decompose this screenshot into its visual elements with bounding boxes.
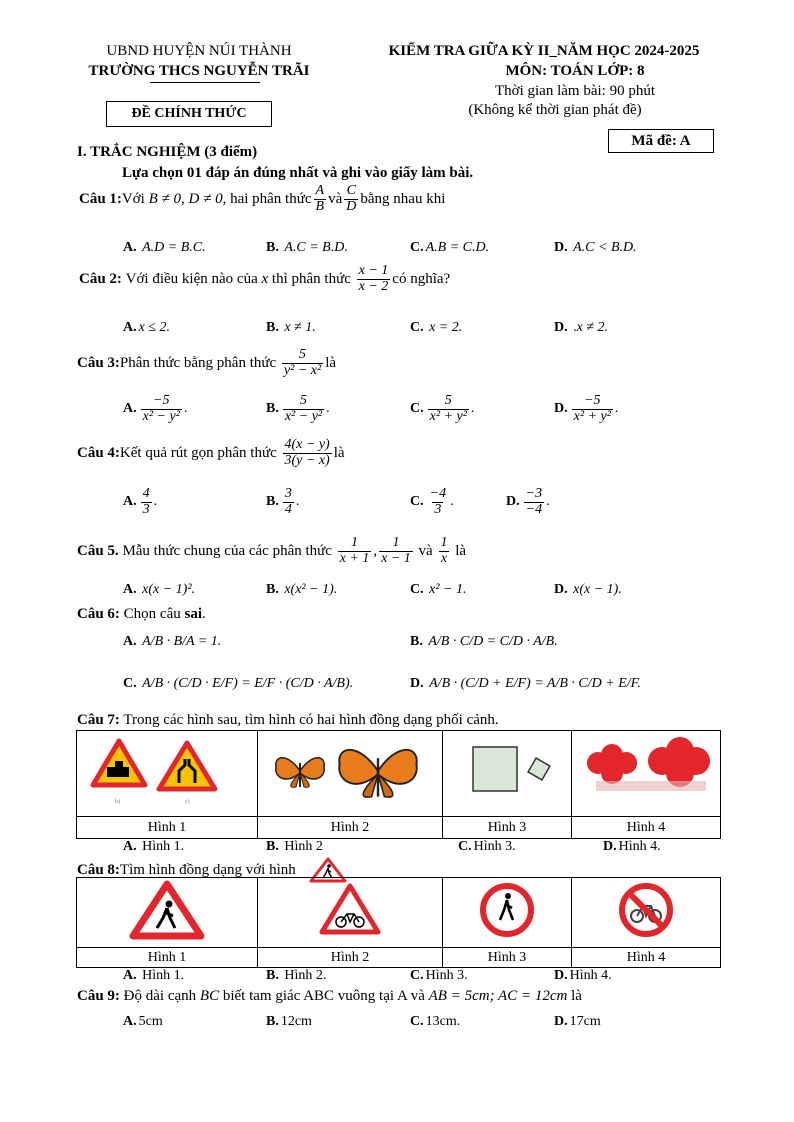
q7-caption-3: Hình 3 bbox=[443, 817, 572, 839]
pedestrian-circle-icon bbox=[475, 878, 539, 942]
q6-option-d: D. A/B · (C/D + E/F) = A/B · C/D + E/F. bbox=[410, 676, 641, 691]
q2-text-b: thì phân thức bbox=[271, 270, 351, 287]
subject-line: MÔN: TOÁN LỚP: 8 bbox=[505, 63, 645, 79]
q6-text-b: . bbox=[202, 606, 206, 622]
q3-option-c: C. $\frac{5}{\text{x² + y²}}$ . bbox=[410, 393, 475, 424]
question-4 bbox=[77, 438, 345, 468]
q4-option-b: B. $\frac{3}{4}$ . bbox=[266, 486, 300, 517]
q7-text: Trong các hình sau, tìm hình có hai hình đồng dạng phối cảnh. bbox=[123, 712, 499, 728]
q7-figure-table bbox=[76, 730, 721, 839]
q1-fraction-2: $\frac{C}{D}$ bbox=[346, 183, 357, 214]
section-title: I. TRẮC NGHIỆM (3 điểm) bbox=[77, 144, 258, 160]
q8-label: Câu 8: bbox=[77, 861, 120, 878]
q1-option-b: B. A.C = B.D. bbox=[266, 240, 348, 255]
exam-code: Mã đề: A bbox=[608, 129, 714, 153]
q5-text-b: là bbox=[455, 542, 467, 559]
q8-option-b: B. Hình 2. bbox=[266, 968, 327, 983]
q7-option-d: D. Hình 4. bbox=[603, 839, 661, 854]
q1-option-d: D. A.C < B.D. bbox=[554, 240, 637, 255]
q2-text-c: có nghĩa? bbox=[392, 270, 451, 287]
q8-caption-1: Hình 1 bbox=[77, 948, 258, 968]
q5-and: và bbox=[418, 542, 433, 559]
pedestrian-triangle-icon bbox=[117, 878, 217, 942]
q7-caption-4: Hình 4 bbox=[572, 817, 721, 839]
q9-text-b: biết tam giác ABC vuông tại A và bbox=[222, 988, 425, 1004]
q8-caption-3: Hình 3 bbox=[443, 948, 572, 968]
q4-fraction: $\frac{4(x - y)}{3(y - x)}$ bbox=[284, 437, 330, 468]
q3-text-b: là bbox=[325, 354, 337, 371]
q7-figure-1 bbox=[77, 731, 258, 817]
q8-option-d: D. Hình 4. bbox=[554, 968, 612, 983]
q2-variable: x bbox=[261, 270, 269, 287]
squares-icon bbox=[447, 731, 567, 811]
q8-figure-2 bbox=[258, 878, 443, 948]
red-flowers-icon bbox=[576, 731, 716, 811]
q1-label: Câu 1: bbox=[79, 190, 122, 207]
section-instruction: Lựa chọn 01 đáp án đúng nhất và ghi vào giấy làm bài. bbox=[122, 165, 474, 181]
q8-figure-1 bbox=[77, 878, 258, 948]
q6-label: Câu 6: bbox=[77, 606, 120, 622]
q1-condition: B ≠ 0, D ≠ 0 bbox=[148, 190, 223, 207]
q7-caption-2: Hình 2 bbox=[258, 817, 443, 839]
q7-caption-1: Hình 1 bbox=[77, 817, 258, 839]
q9-option-a: A. 5cm bbox=[123, 1014, 163, 1029]
q3-label: Câu 3: bbox=[77, 354, 120, 371]
q8-caption-4: Hình 4 bbox=[572, 948, 721, 968]
q4-option-a: A. $\frac{4}{3}$ . bbox=[123, 486, 158, 517]
q6-option-a: A. A/B · B/A = 1. bbox=[123, 634, 222, 649]
q5-text-a: Mẫu thức chung của các phân thức bbox=[122, 542, 332, 559]
question-6 bbox=[77, 606, 206, 623]
q6-text-a: Chọn câu bbox=[123, 606, 181, 622]
svg-text:b): b) bbox=[115, 799, 120, 805]
q5-label: Câu 5. bbox=[77, 542, 119, 559]
q7-option-c: C. Hình 3. bbox=[458, 839, 516, 854]
q3-option-b: B. $\frac{5}{\text{x² − y²}}$ . bbox=[266, 393, 330, 424]
exam-time: Thời gian làm bài: 90 phút bbox=[495, 83, 655, 99]
q7-figure-4 bbox=[572, 731, 721, 817]
q3-fraction: $\frac{5}{\text{y² − x²}}$ bbox=[283, 347, 322, 378]
q9-option-b: B. 12cm bbox=[266, 1014, 312, 1029]
q7-option-b: B. Hình 2 bbox=[266, 839, 323, 854]
question-3 bbox=[77, 348, 336, 378]
q5-option-d: D. x(x − 1). bbox=[554, 582, 622, 597]
q8-caption-2: Hình 2 bbox=[258, 948, 443, 968]
q9-given: AB = 5cm; AC = 12cm bbox=[428, 988, 568, 1004]
q8-option-c: C. Hình 3. bbox=[410, 968, 468, 983]
svg-text:c): c) bbox=[185, 799, 190, 805]
q5-option-c: C. x² − 1. bbox=[410, 582, 467, 597]
q5-fraction-3: $\frac{1}{x}$ bbox=[440, 535, 448, 566]
q1-text-a: Với bbox=[121, 190, 145, 207]
question-1 bbox=[79, 184, 445, 214]
q5-option-b: B. x(x² − 1). bbox=[266, 582, 338, 597]
q5-fraction-1: $\frac{1}{x + 1}$ bbox=[339, 535, 370, 566]
q9-option-c: C. 13cm. bbox=[410, 1014, 461, 1029]
q8-figure-3 bbox=[443, 878, 572, 948]
q4-label: Câu 4: bbox=[77, 444, 120, 461]
q9-text-c: là bbox=[571, 988, 582, 1004]
q7-figure-3 bbox=[443, 731, 572, 817]
q8-figure-table bbox=[76, 877, 721, 968]
q7-figure-2 bbox=[258, 731, 443, 817]
q3-text-a: Phân thức bằng phân thức bbox=[119, 354, 277, 371]
q8-option-a: A. Hình 1. bbox=[123, 968, 185, 983]
q4-option-d: D. $\frac{-3}{-4}$ . bbox=[506, 486, 550, 517]
q1-text-b: , hai phân thức bbox=[222, 190, 312, 207]
school-district: UBND HUYỆN NÚI THÀNH bbox=[106, 43, 292, 59]
q7-option-a: A. Hình 1. bbox=[123, 839, 185, 854]
header-underline bbox=[150, 82, 260, 83]
q4-text-b: là bbox=[333, 444, 345, 461]
q1-fraction-1: $\frac{A}{B}$ bbox=[315, 183, 325, 214]
q5-fraction-2: $\frac{1}{x - 1}$ bbox=[381, 535, 411, 566]
question-5: Câu 5. Mẫu thức chung của các phân thức $\frac{1}{x + 1}$ , $\frac{1}{x - 1}$ và $\frac{1}{x}$ là bbox=[77, 535, 467, 566]
question-2 bbox=[79, 264, 450, 294]
q2-text-a: Với điều kiện nào của bbox=[125, 270, 258, 287]
q1-option-c: C. A.B = C.D. bbox=[410, 240, 490, 255]
q3-option-d: D. $\frac{-5}{\text{x² + y²}}$ . bbox=[554, 393, 619, 424]
q1-option-a: A. A.D = B.C. bbox=[123, 240, 206, 255]
q2-fraction: $\frac{x - 1}{x - 2}$ bbox=[358, 263, 389, 294]
exam-title: KIỂM TRA GIỮA KỲ II_NĂM HỌC 2024-2025 bbox=[388, 43, 700, 59]
q2-option-b: B. x ≠ 1. bbox=[266, 320, 316, 335]
school-name: TRƯỜNG THCS NGUYỄN TRÃI bbox=[88, 63, 310, 79]
q1-text-c: bằng nhau khi bbox=[360, 190, 446, 207]
official-badge: ĐỀ CHÍNH THỨC bbox=[106, 101, 272, 127]
question-7 bbox=[77, 712, 499, 729]
q5-option-a: A. x(x − 1)². bbox=[123, 582, 196, 597]
butterflies-icon bbox=[260, 731, 440, 811]
q1-and: và bbox=[328, 190, 343, 207]
bicycle-triangle-icon bbox=[310, 878, 390, 942]
q2-option-a: A. x ≤ 2. bbox=[123, 320, 171, 335]
warning-signs-icon bbox=[79, 731, 255, 811]
no-bicycle-icon bbox=[614, 878, 678, 942]
q8-text: Tìm hình đồng dạng với hình bbox=[119, 861, 296, 878]
exam-note: (Không kể thời gian phát đề) bbox=[468, 102, 642, 118]
q4-text-a: Kết quả rút gọn phân thức bbox=[119, 444, 277, 461]
question-9 bbox=[77, 988, 582, 1005]
q8-figure-4 bbox=[572, 878, 721, 948]
q9-option-d: D. 17cm bbox=[554, 1014, 601, 1029]
q6-bold-word: sai bbox=[184, 606, 203, 622]
q9-text-a: Độ dài cạnh bbox=[123, 988, 197, 1004]
q9-bc: BC bbox=[199, 988, 220, 1004]
q7-label: Câu 7: bbox=[77, 712, 120, 728]
q9-label: Câu 9: bbox=[77, 988, 120, 1004]
q6-option-c: C. A/B · (C/D · E/F) = E/F · (C/D · A/B). bbox=[123, 676, 354, 691]
q2-option-d: D. .x ≠ 2. bbox=[554, 320, 609, 335]
q3-option-a: A. $\frac{-5}{\text{x² − y²}}$ . bbox=[123, 393, 188, 424]
q6-option-b: B. A/B · C/D = C/D · A/B. bbox=[410, 634, 558, 649]
q2-option-c: C. x = 2. bbox=[410, 320, 463, 335]
q4-option-c: C. $\frac{-4}{3}$ . bbox=[410, 486, 454, 517]
q2-label: Câu 2: bbox=[79, 270, 122, 287]
